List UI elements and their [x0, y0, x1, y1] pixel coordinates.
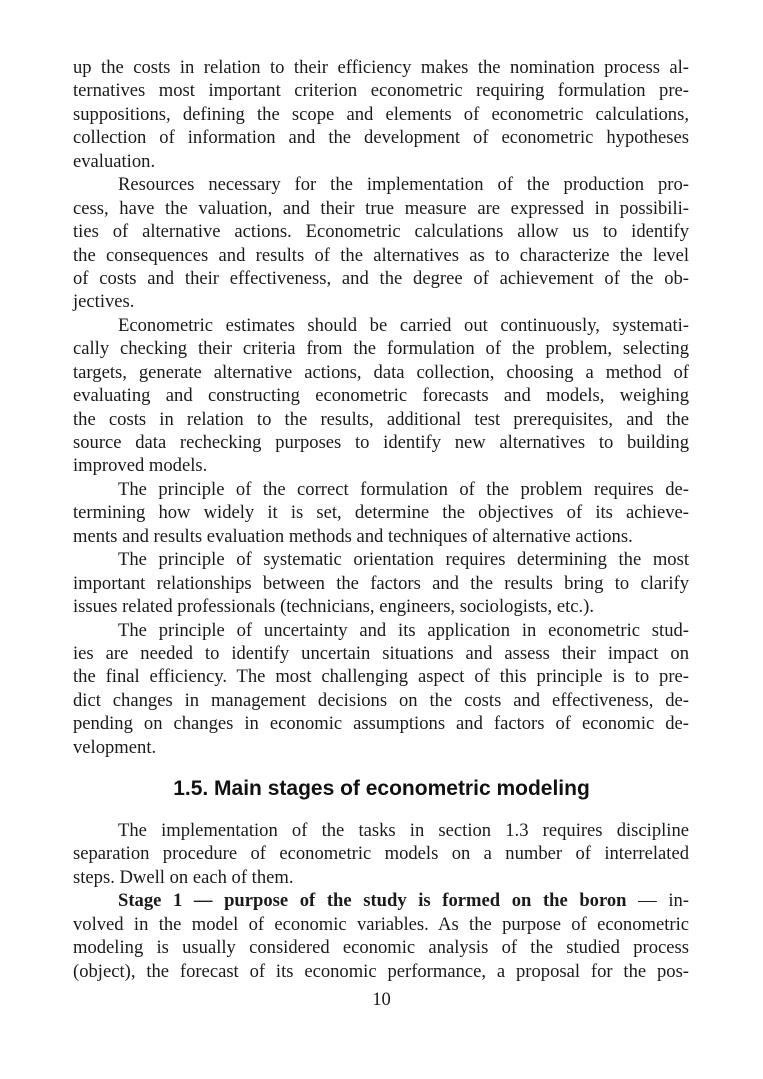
- text-line: the costs in relation to the results, additional test prerequisites, and the: [73, 408, 689, 430]
- text-line: the consequences and results of the alternatives as to characterize the level: [73, 244, 689, 266]
- text-line: dict changes in management decisions on the costs and effectiveness, de-: [73, 689, 689, 711]
- section-heading: 1.5. Main stages of econometric modeling: [173, 777, 590, 800]
- text-line: separation procedure of econometric models on a number of interrelated: [73, 843, 689, 865]
- text-line: The principle of the correct formulation of the problem requires de-: [118, 478, 689, 500]
- text-line: evaluation.: [73, 150, 156, 172]
- text-line: pending on changes in economic assumptions and factors of economic de-: [73, 713, 689, 735]
- text-line: The implementation of the tasks in section 1.3 requires discipline: [118, 820, 689, 841]
- text-line: ies are needed to identify uncertain situations and assess their impact on: [73, 642, 689, 664]
- text-line: of costs and their effectiveness, and the degree of achievement of the ob-: [73, 267, 689, 289]
- stage-1-line: [73, 889, 689, 912]
- text-line: velopment.: [73, 736, 157, 758]
- text-line: (object), the forecast of its economic performance, a proposal for the pos-: [73, 960, 689, 982]
- text-line: ties of alternative actions. Econometric calculations allow us to identify: [73, 221, 689, 243]
- text-line: volved in the model of economic variables. As the purpose of econometric: [73, 913, 689, 935]
- text-line: Econometric estimates should be carried out continuously, systemati-: [118, 314, 689, 336]
- text-line: up the costs in relation to their efficiency makes the nomination process al-: [73, 57, 689, 78]
- stage-1-title: Stage 1 — purpose of the study is formed on the boron: [118, 890, 627, 912]
- page-number: 10: [372, 989, 391, 1010]
- text-line: source data rechecking purposes to identify new alternatives to building: [73, 432, 689, 453]
- text-line: suppositions, defining the scope and elements of econometric calculations,: [73, 103, 689, 125]
- text-line: cess, have the valuation, and their true measure are expressed in possibili-: [73, 197, 689, 219]
- text-line: ments and results evaluation methods and techniques of alternative actions.: [73, 525, 633, 547]
- text-line: modeling is usually considered economic analysis of the studied process: [73, 937, 689, 959]
- text-line: The principle of uncertainty and its application in econometric stud-: [118, 619, 689, 641]
- text-line: jectives.: [73, 291, 135, 313]
- text-line: The principle of systematic orientation requires determining the most: [118, 549, 689, 571]
- text-line: collection of information and the development of econometric hypotheses: [73, 127, 689, 149]
- text-line: cally checking their criteria from the formulation of the problem, selecting: [73, 338, 689, 360]
- text-line: targets, generate alternative actions, data collection, choosing a method of: [73, 361, 689, 383]
- text-line: issues related professionals (technicians, engineers, sociologists, etc.).: [73, 596, 594, 618]
- text-line: Resources necessary for the implementation of the production pro-: [118, 174, 689, 196]
- text-line: the final efficiency. The most challenging aspect of this principle is to pre-: [73, 666, 689, 688]
- text-line: steps. Dwell on each of them.: [73, 866, 294, 888]
- text-line: ternatives most important criterion econometric requiring formulation pre-: [73, 80, 689, 102]
- text-line: evaluating and constructing econometric forecasts and models, weighing: [73, 385, 689, 407]
- body-text-section: [73, 819, 689, 983]
- text-line: termining how widely it is set, determine the objectives of its achieve-: [73, 502, 689, 524]
- body-text-top: [73, 56, 689, 759]
- text-fragment: — in-: [626, 890, 689, 912]
- text-line: important relationships between the factors and the results bring to clarify: [73, 572, 689, 594]
- text-line: improved models.: [73, 455, 208, 477]
